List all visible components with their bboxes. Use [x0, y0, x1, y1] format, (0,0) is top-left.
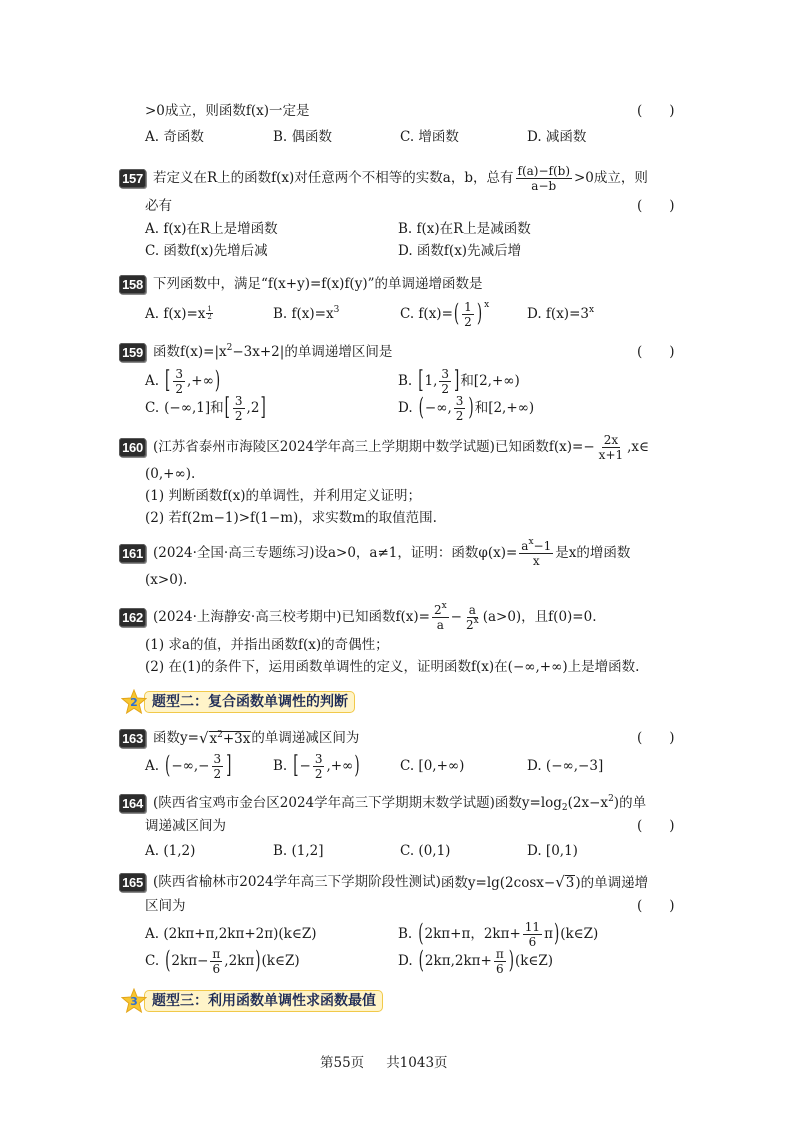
q161-fraction [519, 536, 553, 568]
stem-expression [153, 343, 392, 361]
fraction-numerator: a [468, 602, 476, 617]
option-expression [145, 305, 213, 323]
q164-option-d: D. [0,1) [527, 843, 578, 859]
option-expression [527, 305, 594, 323]
open-bracket: [ [224, 393, 230, 423]
close-bracket: ] [454, 366, 460, 396]
option-label: C. [145, 400, 160, 416]
fraction-numerator: 3 [455, 393, 464, 408]
star-icon [121, 689, 147, 715]
option-label: D. [398, 953, 413, 969]
option-text: 和[2,+∞) [474, 400, 535, 416]
option-text: 2kπ+π，2kπ+ [424, 926, 521, 942]
q160-stem-text: ,x∈ [627, 439, 650, 455]
fraction-denominator: 2 [234, 408, 243, 423]
question-number-badge: 160 [119, 438, 146, 457]
option-text: 2kπ− [171, 953, 209, 969]
exponent: 2 [217, 729, 223, 740]
q158-option-c [400, 299, 490, 329]
question-number-badge: 164 [119, 794, 146, 813]
minus-sign: − [450, 609, 462, 625]
question-source: (2024·全国·高三专题练习) [153, 545, 315, 561]
stem-expression [495, 794, 646, 812]
option-text: (k∈Z) [560, 926, 599, 942]
option-text: (−∞,1]和 [164, 400, 224, 416]
page-total: 共1043页 [386, 1055, 448, 1071]
q160-stem-text: 已知函数f(x)=− [494, 439, 595, 455]
q163-option-d: D. (−∞,−3] [527, 758, 604, 774]
q163-option-b [273, 751, 361, 781]
question-number-badge: 162 [119, 608, 146, 627]
q164-stem [153, 794, 646, 812]
answer-blank: ( ) [637, 344, 675, 360]
q164-stem-text: (2x−x [567, 795, 609, 811]
log-base: 2 [561, 803, 568, 813]
open-bracket: ( [418, 393, 424, 423]
q165-option-c [145, 946, 300, 976]
question-source: (江苏省泰州市海陵区2024学年高三上学期期中数学试题) [153, 439, 495, 455]
option-fraction [313, 752, 325, 781]
option-fraction [494, 947, 506, 976]
section-number: 2 [130, 696, 138, 709]
q158-option-b [273, 305, 339, 323]
q156-option-d: D. 减函数 [527, 129, 587, 145]
fraction-denominator: 6 [495, 961, 504, 976]
fraction-numerator: 2x [603, 432, 619, 447]
q164-stem-text: )的单 [613, 795, 647, 811]
option-text: π [544, 926, 553, 942]
close-bracket: ] [260, 393, 266, 423]
q163-stem [153, 729, 359, 747]
q156-stem: >0成立，则函数f(x)一定是 [145, 103, 310, 119]
fraction-numerator: 11 [524, 919, 541, 934]
q165-stem [153, 873, 648, 891]
exponent: x [484, 300, 490, 310]
option-label: D. [398, 400, 413, 416]
exponent: x [588, 305, 595, 315]
q165-option-a: A. (2kπ+π,2kπ+2π)(k∈Z) [145, 926, 317, 942]
option-text: D. f(x)=3 [527, 306, 589, 322]
option-fraction [523, 920, 542, 949]
answer-blank: ( ) [637, 730, 675, 746]
option-fraction [233, 394, 245, 423]
q159-option-c [145, 393, 267, 423]
q164-stem-line2: 调递减区间为 [145, 818, 226, 834]
open-bracket: [ [418, 366, 424, 396]
option-label: B. [273, 758, 288, 774]
radicand-rest: +3x [222, 730, 251, 747]
fraction-denominator: 6 [212, 961, 221, 976]
q157-option-a: A. f(x)在R上是增函数 [145, 221, 278, 237]
fraction-denominator: 2 [175, 381, 183, 396]
q164-option-a: A. (1,2) [145, 843, 196, 859]
q163-option-c: C. [0,+∞) [400, 758, 465, 774]
open-bracket: ( [418, 946, 424, 976]
answer-blank: ( ) [637, 898, 675, 914]
question-number-badge: 163 [119, 729, 146, 748]
option-fraction [462, 300, 474, 329]
fraction-numerator: 1 [207, 305, 212, 313]
exponent: x [441, 600, 447, 611]
q165-option-b [398, 919, 599, 949]
q157-stem [153, 163, 648, 193]
option-text: B. f(x)=x [273, 306, 334, 322]
close-bracket: ) [476, 299, 483, 329]
open-bracket: ( [165, 946, 171, 976]
option-expression [273, 305, 339, 323]
exponent: 2 [226, 343, 233, 353]
option-label: B. [398, 373, 413, 389]
q165-stem-text: )的单调递增 [575, 874, 649, 891]
q158-stem: 下列函数中，满足“f(x+y)=f(x)f(y)”的单调递增函数是 [153, 276, 483, 292]
option-fraction [439, 367, 451, 396]
exponent-fraction [206, 306, 212, 321]
fraction-numerator: 3 [175, 366, 183, 381]
section-header-type-2 [121, 689, 355, 715]
q164-stem-text: 函数y=log [494, 795, 562, 811]
open-bracket: [ [293, 751, 299, 781]
close-bracket: ) [468, 393, 474, 423]
page-footer [320, 1054, 448, 1072]
q159-option-a [145, 366, 221, 396]
q159-option-b [398, 366, 520, 396]
fraction-numerator: π [495, 946, 504, 961]
fraction-denominator: 2 [455, 408, 464, 423]
option-text: ,+∞ [186, 373, 214, 389]
q157-stem-text: >0成立，则 [574, 170, 648, 186]
answer-blank: ( ) [637, 103, 675, 119]
fraction-denominator: 2 [213, 766, 222, 781]
q163-option-a [145, 751, 232, 781]
q160-part-1: (1) 判断函数f(x)的单调性，并利用定义证明； [145, 488, 422, 504]
exponent: 2 [608, 794, 614, 804]
q162-fraction-1 [432, 600, 449, 632]
option-text: −∞, [424, 400, 452, 416]
fraction-numerator: 3 [314, 751, 323, 766]
q160-stem [153, 432, 650, 462]
q160-stem-line2: (0,+∞). [145, 466, 196, 482]
star-icon [121, 988, 147, 1014]
exponent: 3 [333, 305, 340, 315]
question-number-badge: 161 [119, 544, 146, 563]
denominator-base: 2 [465, 617, 474, 632]
question-source: (陕西省宝鸡市金台区2024学年高三下学期期末数学试题) [153, 795, 495, 811]
fraction-denominator: a [436, 617, 444, 632]
open-bracket: [ [165, 366, 171, 396]
q159-stem [153, 343, 392, 361]
fraction-numerator: 3 [213, 751, 222, 766]
fraction-numerator: f(a)−f(b) [517, 163, 570, 178]
fraction-numerator [519, 536, 553, 554]
option-text: C. f(x)= [400, 306, 453, 322]
q159-option-d [398, 393, 535, 423]
radical-sign: √ [198, 728, 209, 747]
q160-part-2: (2) 若f(2m−1)>f(1−m)，求实数m的取值范围. [145, 510, 437, 526]
option-text: ,2 [246, 400, 260, 416]
question-source: (陕西省榆林市2024学年高三下学期阶段性测试) [153, 874, 441, 890]
option-label: C. [145, 953, 160, 969]
question-number-badge: 157 [119, 169, 146, 188]
q161-stem-text: 是x的增函数 [555, 545, 631, 561]
exponent: x [528, 536, 534, 547]
q163-stem-text: 的单调递减区间为 [251, 730, 360, 746]
q157-fraction [516, 164, 573, 193]
radicand [209, 731, 252, 746]
close-bracket: ] [226, 751, 232, 781]
fraction-numerator: 3 [234, 393, 243, 408]
q164-option-b: B. (1,2] [273, 843, 324, 859]
radical-expression [199, 729, 251, 748]
fraction-numerator: 3 [441, 366, 450, 381]
q157-option-d: D. 函数f(x)先减后增 [398, 243, 522, 259]
option-fraction [454, 394, 466, 423]
stem-expression [441, 873, 648, 892]
q165-option-d [398, 946, 554, 976]
fraction-denominator: 2 [464, 314, 472, 329]
q160-fraction [597, 433, 625, 462]
option-label: B. [398, 926, 413, 942]
q159-stem-text: 函数f(x)=|x [153, 344, 227, 360]
answer-blank: ( ) [637, 198, 675, 214]
q162-stem-text: (a>0)，且f(0)=0. [482, 609, 597, 625]
option-label: A. [145, 373, 160, 389]
close-bracket: ) [553, 919, 560, 949]
exponent: x [473, 615, 479, 626]
option-text: −∞,− [171, 758, 210, 774]
question-number-badge: 165 [119, 873, 146, 892]
q162-fraction-2 [464, 603, 481, 632]
q162-stem [153, 600, 597, 632]
option-text: ,+∞ [326, 758, 354, 774]
option-text: 1, [424, 373, 438, 389]
q156-option-b: B. 偶函数 [273, 129, 333, 145]
numerator-base: a [521, 538, 529, 553]
option-fraction [212, 752, 224, 781]
option-fraction [210, 947, 222, 976]
fraction-denominator [464, 615, 481, 632]
question-source: (2024·上海静安·高三校考期中) [153, 609, 342, 625]
numerator-rest: −1 [533, 538, 552, 553]
q157-option-b: B. f(x)在R上是减函数 [398, 221, 531, 237]
section-title: 题型二：复合函数单调性的判断 [144, 691, 355, 713]
q159-stem-text: −3x+2|的单调递增区间是 [232, 344, 393, 360]
q164-option-c: C. (0,1) [400, 843, 451, 859]
close-bracket: ) [255, 946, 261, 976]
close-bracket: ) [214, 366, 221, 396]
q157-stem-line2: 必有 [145, 198, 172, 214]
fraction-denominator: 6 [528, 934, 537, 949]
q156-option-c: C. 增函数 [400, 129, 459, 145]
fraction-denominator: 2 [207, 313, 212, 321]
option-text: (k∈Z) [261, 953, 300, 969]
close-bracket: ) [508, 946, 514, 976]
q157-option-c: C. 函数f(x)先增后减 [145, 243, 268, 259]
open-bracket: ( [418, 919, 424, 949]
q161-stem [153, 536, 631, 568]
fraction-denominator: 2 [314, 766, 323, 781]
radical-sign: √ [555, 872, 565, 891]
q161-stem-line2: (x>0). [145, 572, 188, 588]
q162-part-2: (2) 在(1)的条件下，运用函数单调性的定义，证明函数f(x)在(−∞,+∞)上是增函数. [145, 659, 640, 675]
fraction-denominator: 2 [441, 381, 450, 396]
open-bracket: ( [165, 751, 171, 781]
radicand: 3 [565, 874, 575, 891]
question-number-badge: 158 [119, 275, 146, 294]
option-text: (k∈Z) [514, 953, 554, 969]
close-bracket: ) [354, 751, 360, 781]
q163-stem-text: 函数y= [153, 730, 199, 746]
q165-stem-line2: 区间为 [145, 898, 186, 914]
q157-stem-text: 若定义在R上的函数f(x)对任意两个不相等的实数a，b，总有 [153, 170, 514, 186]
radicand-base: x [209, 730, 218, 747]
q165-stem-text: 函数y=lg(2cosx− [440, 874, 556, 891]
q158-option-d [527, 305, 594, 323]
question-number-badge: 159 [119, 343, 146, 362]
option-text: 和[2,+∞) [460, 373, 520, 389]
open-bracket: ( [453, 299, 460, 329]
section-title: 题型三：利用函数单调性求函数最值 [144, 990, 383, 1012]
fraction-numerator: π [212, 946, 221, 961]
q156-option-a: A. 奇函数 [145, 129, 204, 145]
fraction-denominator: a−b [531, 178, 557, 193]
fraction-denominator: x [532, 553, 540, 568]
q162-stem-text: 已知函数f(x)= [341, 609, 430, 625]
page-number: 第55页 [320, 1055, 365, 1071]
option-label: A. [145, 758, 160, 774]
answer-blank: ( ) [637, 818, 675, 834]
option-text: ,2kπ [224, 953, 255, 969]
option-text: 2kπ,2kπ+ [424, 953, 492, 969]
section-number: 3 [130, 995, 138, 1008]
section-header-type-3 [121, 988, 383, 1014]
fraction-numerator [432, 600, 449, 618]
q158-option-a [145, 305, 213, 323]
numerator-base: 2 [433, 602, 442, 617]
q162-part-1: (1) 求a的值，并指出函数f(x)的奇偶性； [145, 637, 389, 653]
option-text: A. f(x)=x [145, 306, 206, 322]
q161-stem-text: 设a>0，a≠1，证明：函数φ(x)= [314, 545, 518, 561]
option-text: − [299, 758, 311, 774]
fraction-numerator: 1 [464, 299, 472, 314]
option-fraction [173, 367, 185, 396]
fraction-denominator: x+1 [598, 447, 624, 462]
